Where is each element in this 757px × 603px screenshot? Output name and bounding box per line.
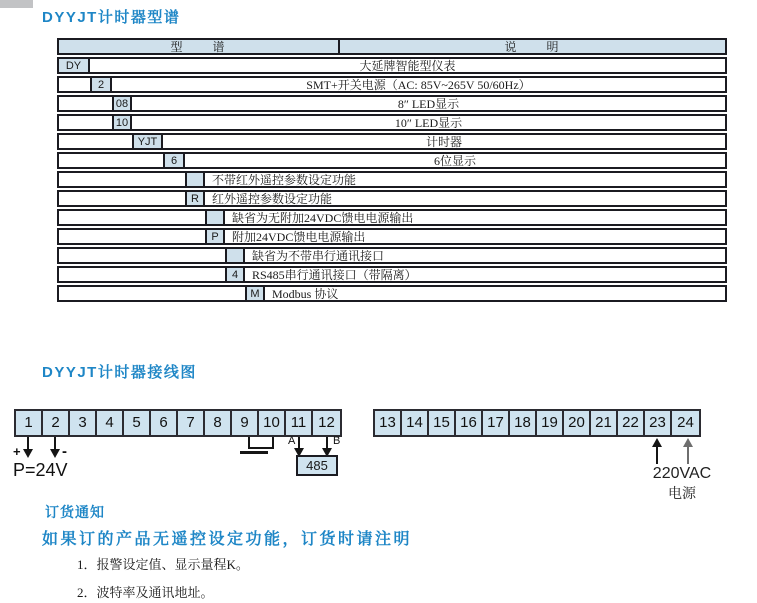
model-code-cell: 4 [225, 268, 245, 281]
order-notice-subtitle: 如果订的产品无遥控设定功能，订货时请注明 [42, 531, 413, 548]
model-code-cell: 10 [112, 116, 132, 129]
table-row [57, 247, 727, 264]
row-lead-cell [59, 173, 185, 186]
model-code-cell: YJT [132, 135, 163, 148]
table-row [57, 57, 727, 74]
terminal-cell: 5 [124, 411, 151, 435]
terminal-cell: 2 [43, 411, 70, 435]
terminal-cell: 10 [259, 411, 286, 435]
table-row [57, 209, 727, 226]
terminal-cell: 13 [375, 411, 402, 435]
model-code-cell [205, 211, 225, 224]
row-lead-cell [59, 78, 90, 91]
row-lead-cell [59, 116, 112, 129]
terminal-cell: 4 [97, 411, 124, 435]
power-source-label: 电源 [668, 487, 696, 502]
table-row [57, 133, 727, 150]
row-lead-cell [59, 97, 112, 110]
terminal-cell: 23 [645, 411, 672, 435]
order-notice-item-1: 1．报警设定值、显示量程K。 [77, 557, 249, 572]
row-lead-cell [59, 192, 185, 205]
table-row [57, 228, 727, 245]
table-row [57, 190, 727, 207]
rs485-b-label: B [333, 435, 341, 447]
model-code-cell [185, 173, 205, 186]
table-header-model: 型 谱 [59, 40, 340, 53]
rs485-box: 485 [296, 455, 338, 476]
terminal-cell: 24 [677, 414, 694, 431]
table-row [57, 95, 727, 112]
model-code-cell: R [185, 192, 205, 205]
terminal-cell: 19 [537, 411, 564, 435]
table-row [57, 171, 727, 188]
terminal-cell: 1 [16, 411, 43, 435]
model-code-cell: 6 [163, 154, 185, 167]
terminal-cell: 17 [483, 411, 510, 435]
plus-sign: + [13, 444, 21, 459]
model-spectrum-table [57, 38, 727, 304]
table-header-row [57, 38, 727, 55]
row-lead-cell [59, 135, 132, 148]
terminal-cell: 21 [591, 411, 618, 435]
row-lead-cell [59, 230, 205, 243]
model-description-cell: 大延牌智能型仪表 [359, 59, 456, 73]
model-description-cell: 附加24VDC馈电电源输出 [232, 230, 366, 244]
scan-corner-mark [0, 0, 33, 8]
row-lead-cell [59, 249, 225, 262]
model-code-cell: M [245, 287, 265, 300]
terminal-cell: 12 [318, 414, 335, 431]
model-spectrum-title: DYYJT计时器型谱 [42, 9, 181, 26]
model-description-cell: 8″ LED显示 [397, 97, 460, 111]
table-row [57, 152, 727, 169]
power-voltage-label: 220VAC [652, 465, 712, 482]
model-description-cell: 不带红外遥控参数设定功能 [212, 173, 357, 187]
wire-terminal23 [656, 446, 658, 464]
model-description-cell: 红外遥控参数设定功能 [212, 192, 333, 206]
terminal-cell: 7 [178, 411, 205, 435]
terminal-cell: 6 [151, 411, 178, 435]
arrow-down-terminal2-icon [50, 449, 60, 458]
terminal-cell: 9 [232, 411, 259, 435]
terminal-cell: 20 [564, 411, 591, 435]
supply-voltage-label: P=24V [13, 460, 68, 480]
terminal-cell: 3 [70, 411, 97, 435]
terminal-cell: 16 [456, 411, 483, 435]
model-description-cell: 缺省为无附加24VDC馈电电源输出 [232, 211, 414, 225]
terminal-cell: 15 [429, 411, 456, 435]
terminal-cell: 14 [402, 411, 429, 435]
table-row [57, 114, 727, 131]
model-code-cell [225, 249, 245, 262]
ground-bracket [248, 447, 274, 449]
model-code-cell: P [205, 230, 225, 243]
wire-terminal24 [687, 446, 689, 464]
minus-sign: - [62, 443, 67, 460]
table-row [57, 285, 727, 302]
terminal-strip-1-12 [14, 409, 342, 437]
ground-icon [240, 451, 268, 454]
row-lead-cell [59, 211, 205, 224]
table-row [57, 266, 727, 283]
model-code-cell: 08 [112, 97, 132, 110]
arrow-down-terminal1-icon [23, 449, 33, 458]
model-description-cell: 计时器 [425, 135, 462, 149]
model-description-cell: Modbus 协议 [272, 287, 339, 301]
terminal-cell: 8 [205, 411, 232, 435]
row-lead-cell [59, 154, 163, 167]
table-row [57, 76, 727, 93]
row-lead-cell [59, 287, 245, 300]
model-description-cell: 缺省为不带串行通讯接口 [252, 249, 385, 263]
order-notice-item-2: 2．波特率及通讯地址。 [77, 585, 214, 600]
row-lead-cell [59, 268, 225, 281]
terminal-cell: 18 [510, 411, 537, 435]
model-description-cell: 10″ LED显示 [394, 116, 463, 130]
model-code-cell: 2 [90, 78, 112, 91]
model-description-cell: SMT+开关电源（AC: 85V~265V 50/60Hz） [306, 78, 531, 92]
model-description-cell: 6位显示 [433, 154, 476, 168]
terminal-cell: 22 [618, 411, 645, 435]
terminal-strip-13-24 [373, 409, 701, 437]
order-notice-title: 订货通知 [45, 504, 105, 520]
table-header-description: 说 明 [504, 40, 561, 54]
model-description-cell: RS485串行通讯接口（带隔离） [252, 268, 417, 282]
wiring-diagram-title: DYYJT计时器接线图 [42, 364, 197, 381]
model-code-cell: DY [59, 59, 90, 72]
terminal-cell: 11 [286, 411, 313, 435]
rs485-a-label: A [288, 435, 296, 447]
